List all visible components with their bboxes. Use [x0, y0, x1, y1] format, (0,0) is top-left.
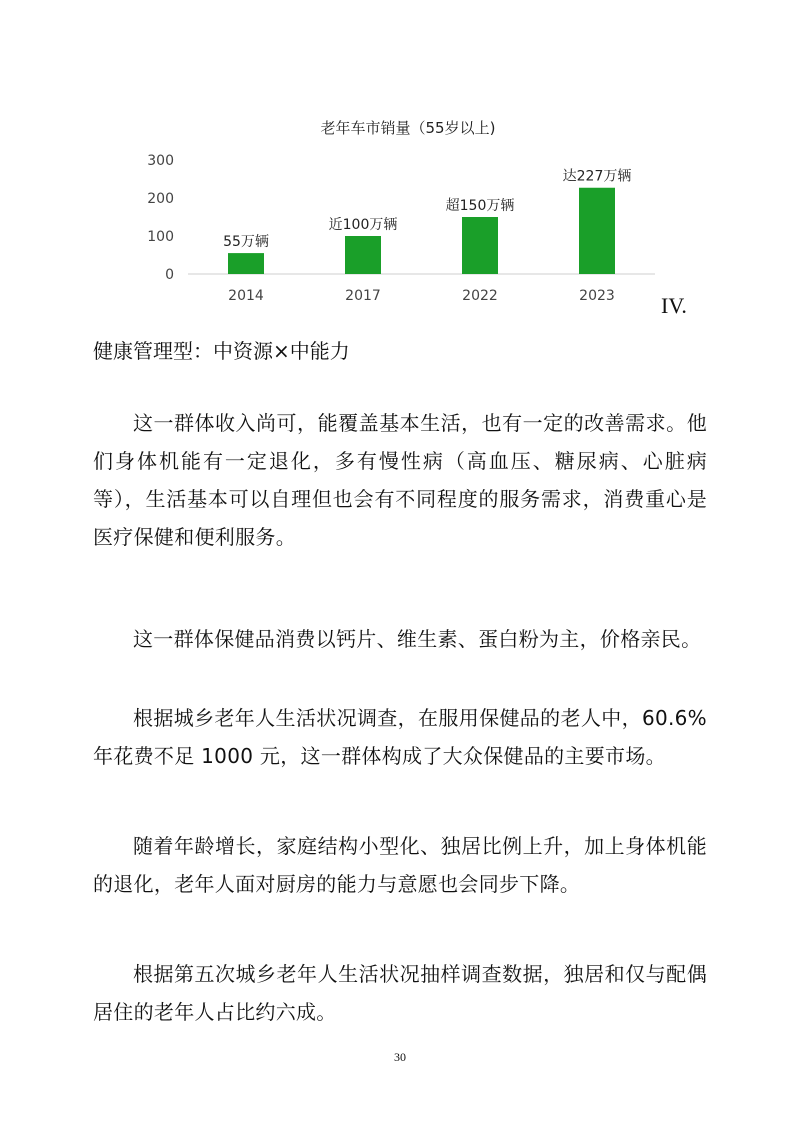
section-marker: IV.	[661, 293, 687, 318]
bar-2017	[345, 236, 381, 274]
x-tick-label-2017: 2017	[345, 288, 381, 304]
x-tick-label-2023: 2023	[579, 288, 615, 304]
paragraph-4: 随着年龄增长，家庭结构小型化、独居比例上升，加上身体机能的退化，老年人面对厨房的能力与意愿也会同步下降。	[93, 834, 707, 896]
bars-group	[228, 188, 615, 274]
y-tick-label: 300	[147, 153, 174, 169]
data-labels-group	[223, 168, 631, 250]
x-axis-ticks	[228, 288, 615, 304]
data-label-2023: 达227万辆	[562, 168, 632, 185]
section-heading: 健康管理型：中资源×中能力	[93, 339, 350, 363]
chart-title: 老年车市销量（55岁以上)	[320, 119, 496, 137]
sales-bar-chart	[0, 0, 800, 320]
paragraph-1: 这一群体收入尚可，能覆盖基本生活，也有一定的改善需求。他们身体机能有一定退化，多有慢性病（高血压、糖尿病、心脏病等），生活基本可以自理但也会有不同程度的服务需求，消费重心是医疗保健和便利服务。	[93, 411, 707, 549]
bar-2014	[228, 253, 264, 274]
y-tick-label: 100	[147, 229, 174, 245]
paragraph-3: 根据城乡老年人生活状况调查，在服用保健品的老人中，60.6%年花费不足 1000 元，这一群体构成了大众保健品的主要市场。	[93, 706, 707, 768]
x-tick-label-2022: 2022	[462, 288, 498, 304]
data-label-2017: 近100万辆	[328, 217, 398, 233]
data-label-2014: 55万辆	[223, 234, 269, 251]
paragraph-2: 这一群体保健品消费以钙片、维生素、蛋白粉为主，价格亲民。	[133, 627, 702, 651]
paragraph-5: 根据第五次城乡老年人生活状况抽样调查数据，独居和仅与配偶居住的老年人占比约六成。	[93, 962, 707, 1024]
data-label-2022: 超150万辆	[445, 198, 515, 214]
y-tick-label: 200	[147, 191, 174, 207]
y-tick-label: 0	[165, 267, 174, 283]
page-number: 30	[394, 1050, 406, 1064]
bar-2022	[462, 217, 498, 274]
x-tick-label-2014: 2014	[228, 288, 264, 304]
bar-2023	[579, 188, 615, 274]
y-axis-ticks	[147, 153, 174, 283]
